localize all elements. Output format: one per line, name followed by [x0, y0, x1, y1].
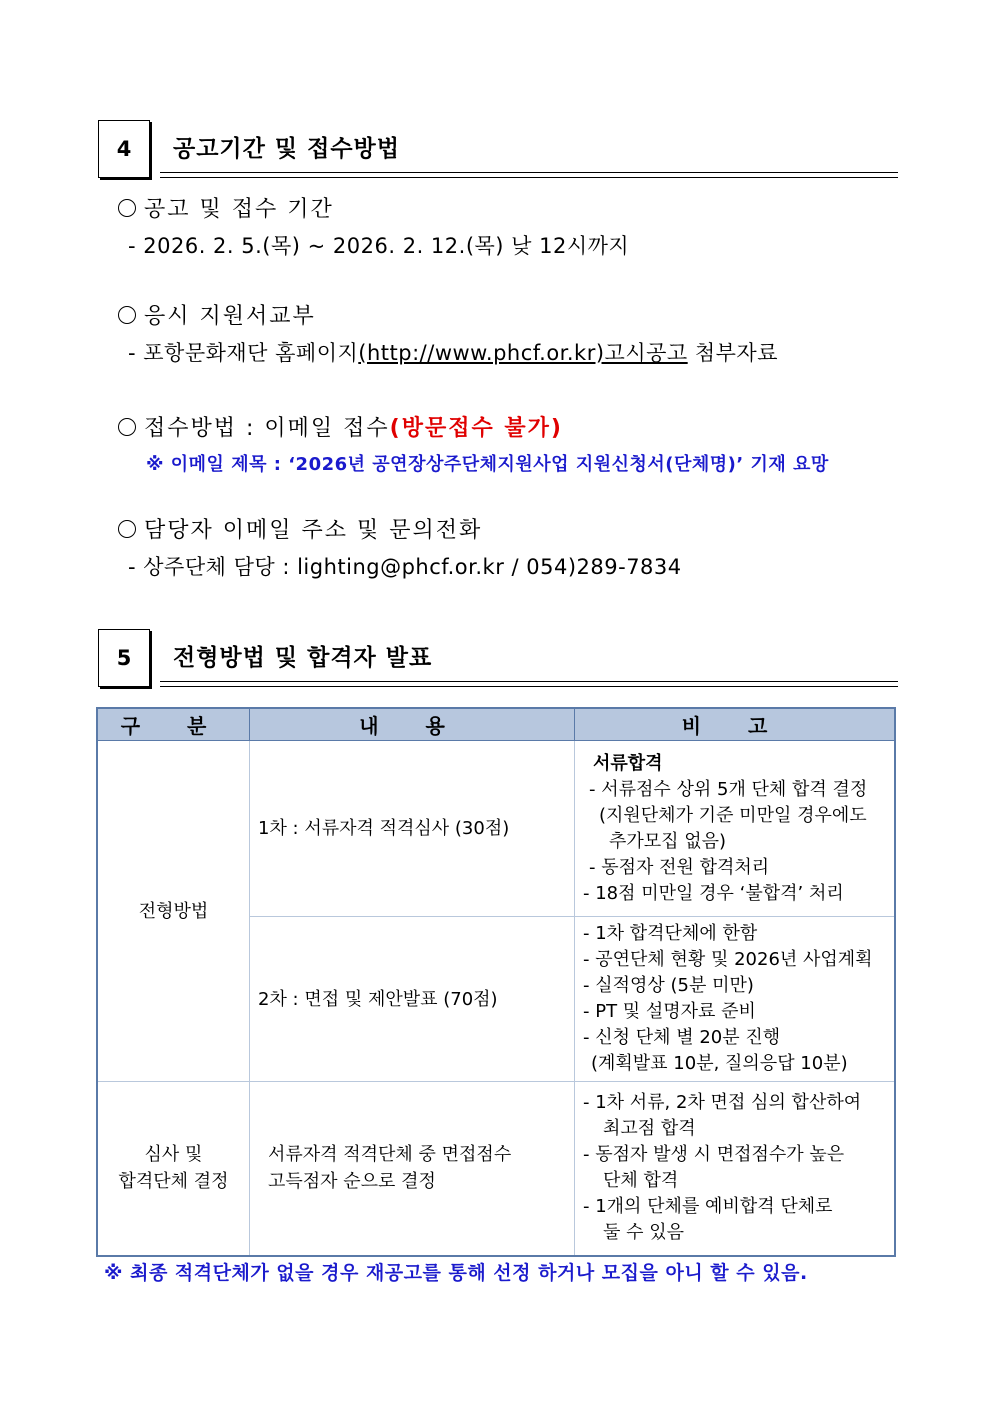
content-cell: [250, 1082, 575, 1256]
section-title: 공고기간 및 접수방법: [173, 136, 400, 162]
category-cell: 전형방법: [97, 741, 250, 1082]
homepage-link[interactable]: (http://www.phcf.or.kr)고시공고: [358, 341, 688, 365]
category-cell: [97, 1082, 250, 1256]
remarks-cell: [575, 1082, 896, 1256]
no-visit-warning: (방문접수 불가): [389, 416, 563, 441]
form-detail: [128, 337, 778, 367]
circle-bullet-icon: [118, 199, 136, 217]
email-subject-note: ※ 이메일 제목 : ‘2026년 공연장상주단체지원사업 지원신청서(단체명)’ 기재 요망: [146, 454, 829, 475]
note-line: - 동점자 전원 합격처리: [589, 856, 770, 878]
form-detail-suffix: 첨부자료: [687, 341, 779, 365]
section-number: 5: [98, 629, 150, 687]
category-line: 심사 및: [144, 1144, 203, 1166]
note-line: - 동점자 발생 시 면접점수가 높은: [583, 1144, 845, 1166]
section-divider: [160, 681, 898, 687]
section-divider: [160, 172, 898, 178]
table-header-row: [97, 708, 895, 741]
contact-detail: - 상주단체 담당 : lighting@phcf.or.kr / 054)289-7834: [128, 555, 682, 579]
remarks-cell: [575, 917, 896, 1082]
section-4-header: [98, 120, 898, 178]
content-cell: 1차 : 서류자격 적격심사 (30점): [250, 741, 575, 917]
note-line: 둘 수 있음: [603, 1222, 684, 1244]
circle-bullet-icon: [118, 418, 136, 436]
note-line: - 1차 서류, 2차 면접 심의 합산하여: [583, 1092, 862, 1114]
circle-bullet-icon: [118, 520, 136, 538]
bullet-application-form: [118, 299, 316, 330]
note-line: - 실적영상 (5분 미만): [583, 975, 754, 996]
header-remarks: 비 고: [575, 708, 896, 741]
bullet-period: [118, 192, 334, 223]
bullet-heading: 공고 및 접수 기간: [144, 197, 334, 222]
table-row: [97, 1082, 895, 1256]
note-line: - 서류점수 상위 5개 단체 합격 결정: [589, 778, 868, 800]
circle-bullet-icon: [118, 306, 136, 324]
bullet-submission-method: [118, 411, 563, 442]
header-content: 내 용: [250, 708, 575, 741]
section-5-header: [98, 629, 898, 687]
note-line: 서류합격: [593, 752, 663, 774]
note-line: 최고점 합격: [603, 1118, 696, 1140]
note-line: - 공연단체 현황 및 2026년 사업계획: [583, 949, 873, 970]
note-line: - 18점 미만일 경우 ‘불합격’ 처리: [583, 882, 844, 904]
content-cell: 2차 : 면접 및 제안발표 (70점): [250, 917, 575, 1082]
table-row: [97, 741, 895, 917]
bullet-heading: 응시 지원서교부: [144, 304, 316, 329]
section-number: 4: [98, 120, 150, 178]
category-line: 합격단체 결정: [118, 1171, 229, 1193]
bullet-heading: 접수방법 : 이메일 접수: [144, 416, 390, 441]
note-line: - 1차 합격단체에 한함: [583, 923, 758, 944]
content-line: 서류자격 적격단체 중 면접점수: [268, 1144, 512, 1166]
section-title: 전형방법 및 합격자 발표: [173, 645, 433, 671]
selection-table: [96, 707, 896, 1257]
period-detail: - 2026. 2. 5.(목) ~ 2026. 2. 12.(목) 낮 12시까지: [128, 234, 630, 258]
note-line: (계획발표 10분, 질의응답 10분): [591, 1053, 848, 1074]
note-line: 추가모집 없음): [609, 830, 727, 852]
note-line: - 1개의 단체를 예비합격 단체로: [583, 1196, 833, 1218]
header-category: 구 분: [97, 708, 250, 741]
final-footnote: ※ 최종 적격단체가 없을 경우 재공고를 통해 선정 하거나 모집을 아니 할 수 있음.: [104, 1262, 808, 1284]
remarks-cell: [575, 741, 896, 917]
note-line: 단체 합격: [603, 1170, 679, 1192]
note-line: - 신청 단체 별 20분 진행: [583, 1027, 781, 1048]
note-line: (지원단체가 기준 미만일 경우에도: [599, 804, 867, 826]
form-detail-prefix: - 포항문화재단 홈페이지: [128, 341, 359, 365]
content-line: 고득점자 순으로 결정: [268, 1171, 436, 1193]
bullet-heading: 담당자 이메일 주소 및 문의전화: [144, 518, 483, 543]
bullet-contact: [118, 513, 482, 544]
note-line: - PT 및 설명자료 준비: [583, 1001, 756, 1022]
